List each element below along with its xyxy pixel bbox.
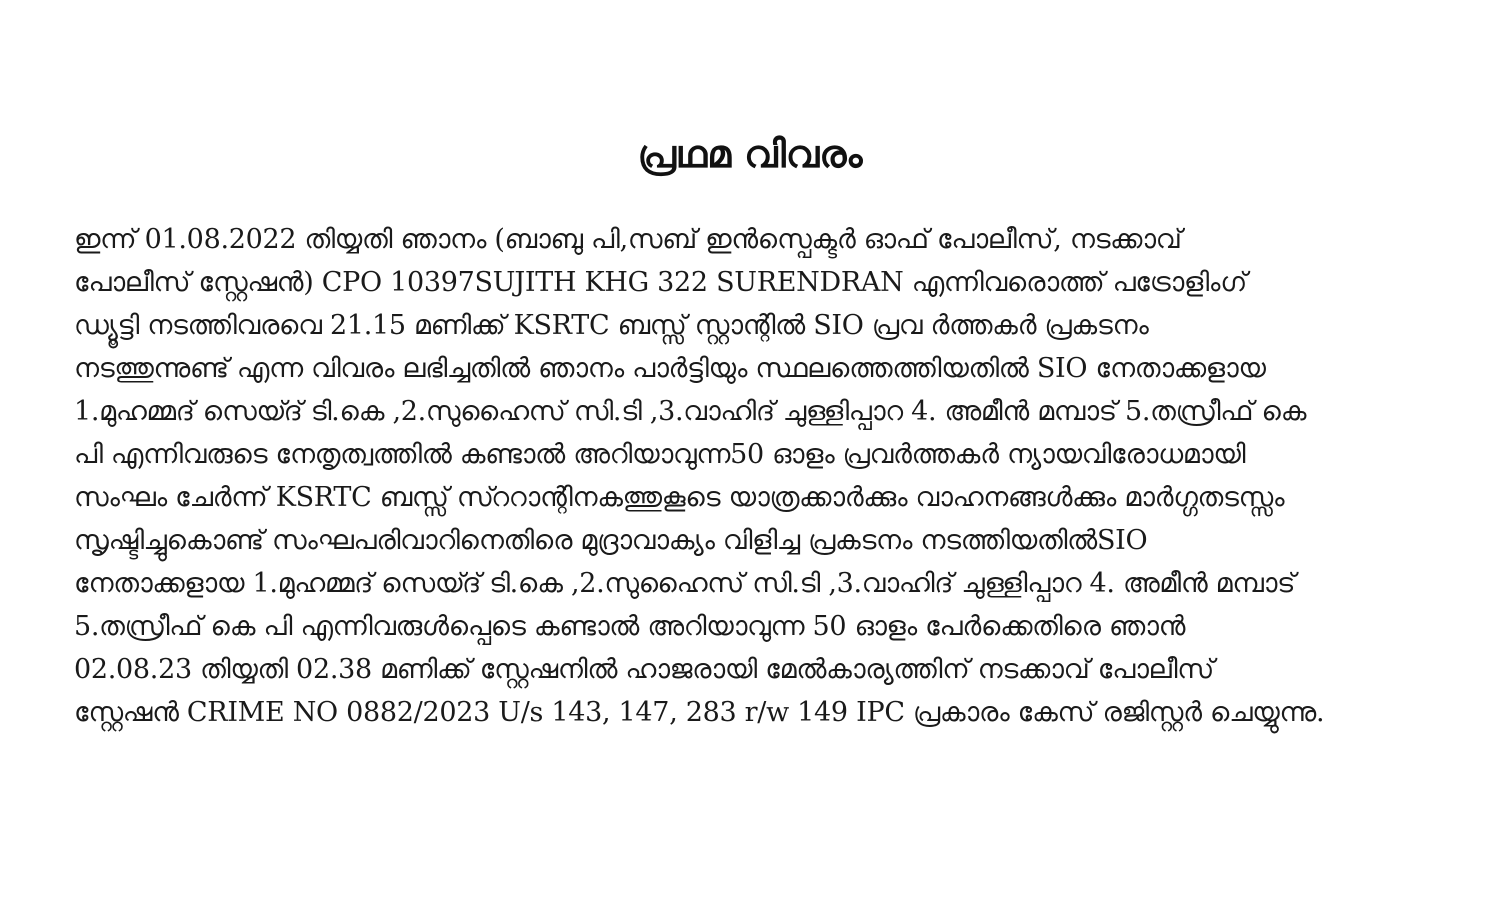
body-line: നടത്തുന്നുണ്ട് എന്ന വിവരം ലഭിച്ചതിൽ ഞാനം പാർട്ടിയും സ്ഥലത്തെത്തിയതിൽ SIO നേതാക്കളായ — [74, 353, 1266, 384]
document-body — [74, 218, 1454, 734]
body-line: സൃഷ്ടിച്ചുകൊണ്ട് സംഘപരിവാറിനെതിരെ മുദ്രാവാക്യം വിളിച്ച പ്രകടനം നടത്തിയതിൽSIO — [74, 525, 1148, 556]
document-title: പ്രഥമ വിവരം — [637, 132, 863, 176]
body-line: ഡ്യൂട്ടി നടത്തിവരവെ 21.15 മണിക്ക് KSRTC ബസ്സ് സ്റ്റാന്റിൽ SIO പ്രവ ർത്തകർ പ്രകടനം — [74, 310, 1149, 341]
body-line: പി എന്നിവരുടെ നേതൃത്വത്തിൽ കണ്ടാൽ അറിയാവുന്ന50 ഓളം പ്രവർത്തകർ ന്യായവിരോധമായി — [74, 439, 1246, 470]
body-line: ഇന്ന് 01.08.2022 തിയ്യതി ഞാനം (ബാബു പി,സബ് ഇൻസ്പെക്ടർ ഓഫ് പോലീസ്, നടക്കാവ് — [74, 224, 1182, 255]
body-line: 5.തസ്രീഫ് കെ പി എന്നിവരുൾപ്പെടെ കണ്ടാൽ അറിയാവുന്ന 50 ഓളം പേർക്കെതിരെ ഞാൻ — [74, 611, 1186, 642]
body-line: സ്റ്റേഷൻ CRIME NO 0882/2023 U/s 143, 147, 283 r/w 149 IPC പ്രകാരം കേസ് രജിസ്റ്റർ ചെയ്യുന്നു. — [74, 697, 1325, 728]
body-line: 1.മുഹമ്മദ് സെയ്ദ് ടി.കെ ,2.സുഹൈസ് സി.ടി ,3.വാഹിദ് ചുള്ളിപ്പാറ 4. അമീൻ മമ്പാട് 5.തസ്രീഫ് കെ — [74, 396, 1307, 427]
body-line: സംഘം ചേർന്ന് KSRTC ബസ്സ് സ്ററാന്റിനകത്തുകൂടെ യാത്രക്കാർക്കും വാഹനങ്ങൾക്കും മാർഗ്ഗതടസ്സം — [74, 482, 1285, 513]
body-line: നേതാക്കളായ 1.മുഹമ്മദ് സെയ്ദ് ടി.കെ ,2.സുഹൈസ് സി.ടി ,3.വാഹിദ് ചുള്ളിപ്പാറ 4. അമീൻ മമ്പാട് — [74, 568, 1296, 599]
body-line: 02.08.23 തിയ്യതി 02.38 മണിക്ക് സ്റ്റേഷനിൽ ഹാജരായി മേൽകാര്യത്തിന് നടക്കാവ് പോലീസ് — [74, 654, 1215, 685]
body-line: പോലീസ് സ്റ്റേഷൻ) CPO 10397SUJITH KHG 322 SURENDRAN എന്നിവരൊത്ത് പട്രോളിംഗ് — [74, 267, 1247, 298]
